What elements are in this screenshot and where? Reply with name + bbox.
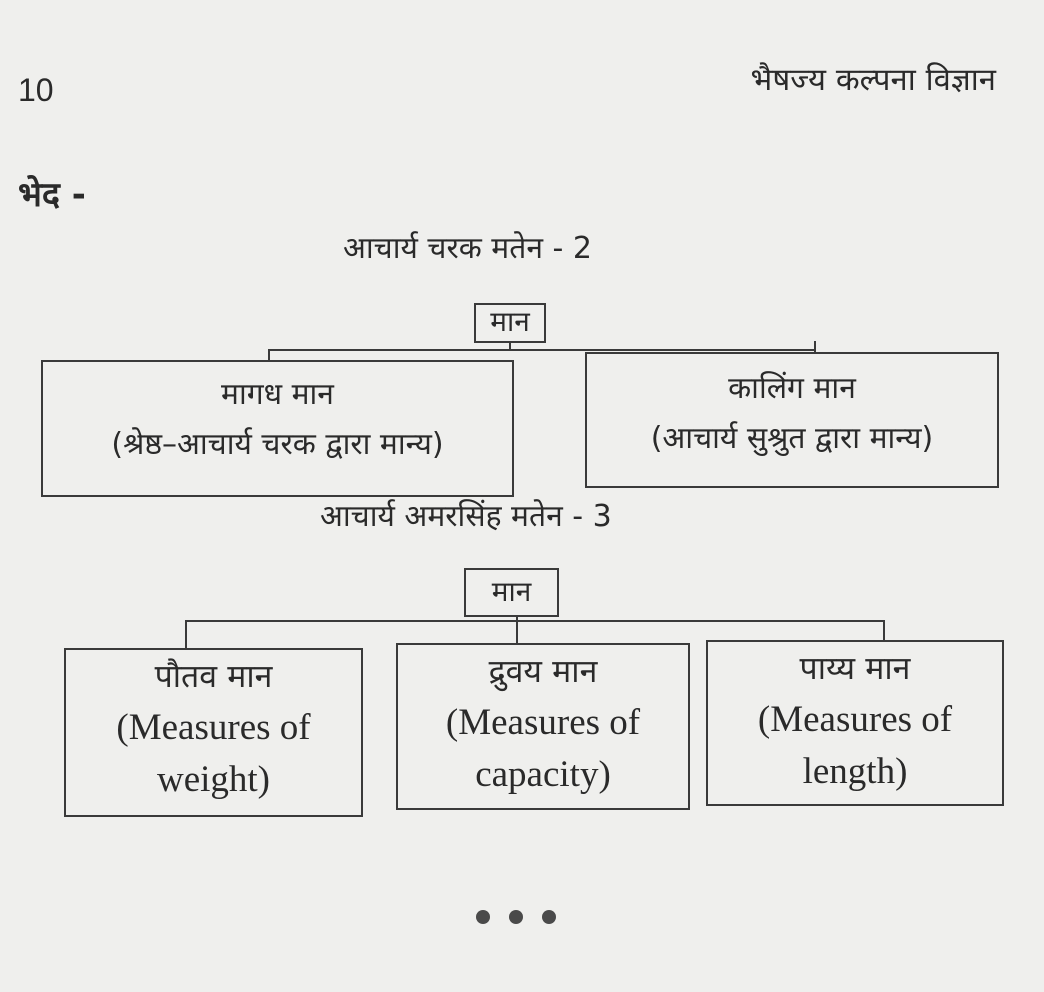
running-title: भैषज्य कल्पना विज्ञान: [750, 62, 996, 98]
node-title: द्रुवय मान: [488, 652, 598, 690]
node-title: पाय्य मान: [799, 649, 911, 687]
druvaya-maan-box: [396, 643, 690, 810]
node-subtitle-continued: length): [802, 751, 908, 792]
payya-maan-box: [706, 640, 1004, 806]
node-subtitle: (Measures of: [757, 699, 953, 740]
node-title: पौतव मान: [154, 657, 273, 695]
dot: [542, 910, 556, 924]
diagram2-branch-line: [185, 620, 885, 622]
node-subtitle-continued: weight): [156, 759, 271, 800]
node-subtitle: (श्रेष्ठ–आचार्य चरक द्वारा मान्य): [111, 427, 444, 462]
three-dots-icon: [476, 910, 556, 924]
node-subtitle: (Measures of: [445, 702, 641, 743]
node-title: कालिंग मान: [728, 371, 856, 406]
diagram1-root-box: मान: [474, 303, 546, 343]
dot: [476, 910, 490, 924]
diagram2-root-box: मान: [464, 568, 559, 617]
node-title: मागध मान: [221, 377, 334, 412]
kalinga-maan-box: [585, 352, 999, 488]
diagram2-right-drop-line: [883, 620, 885, 641]
node-subtitle: (आचार्य सुश्रुत द्वारा मान्य): [650, 421, 934, 456]
section-heading: भेद -: [18, 175, 86, 215]
pautava-maan-box: [64, 648, 363, 817]
diagram1-caption: आचार्य चरक मतेन - 2: [343, 231, 592, 266]
diagram1-branch-line: [268, 349, 816, 351]
page-number: 10: [18, 72, 54, 108]
node-subtitle: (Measures of: [116, 707, 311, 748]
diagram2-caption: आचार्य अमरसिंह मतेन - 3: [320, 499, 612, 534]
node-subtitle-continued: capacity): [475, 754, 611, 795]
magadha-maan-box: [41, 360, 514, 497]
diagram2-left-drop-line: [185, 620, 187, 649]
dot: [509, 910, 523, 924]
